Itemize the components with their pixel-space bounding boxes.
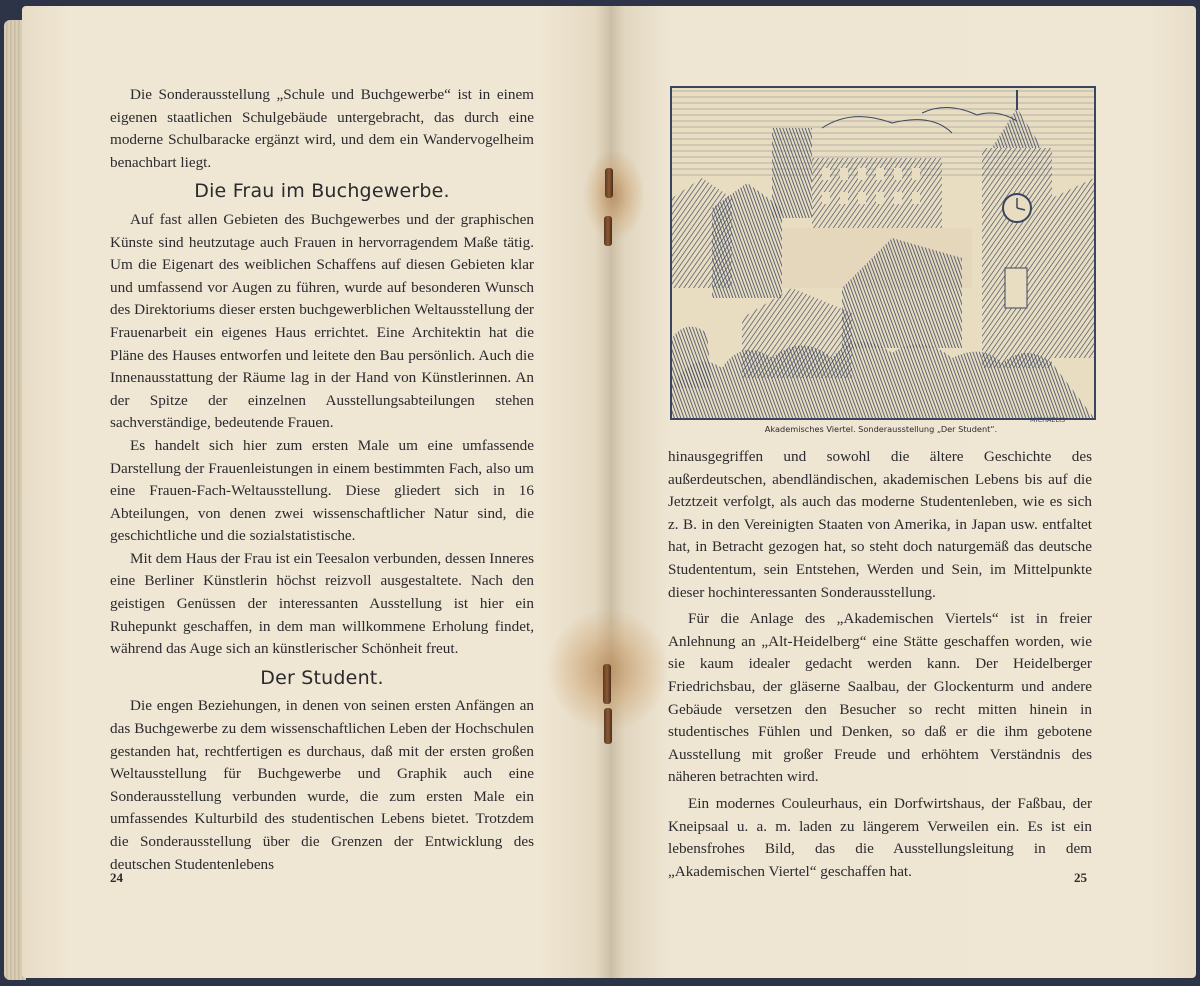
- paragraph-frau-1: Auf fast allen Gebieten des Buchgewerbes und der graphischen Künste sind heutzutage auch Frauen in hervorragendem Maße tätig. Um die Eigenart des weiblichen Schaffens auf diesen Gebieten klar und umfassend vor Augen zu führen, wurde auf besonderen Wunsch des Direktoriums dieser ersten buchgewerblichen Weltausstellung der Frauenarbeit ein eigenes Haus errichtet. Eine Architektin hat die Pläne des Hauses entworfen und leitete den Bau persönlich. Auch die Innenausstattung der Räume lag in der Hand von Künstlerinnen. An der Spitze der einzelnen Ausstellungsabteilungen stehen sachverständige, bedeutende Frauen.: [110, 210, 534, 432]
- paragraph-right-3: Ein modernes Couleurhaus, ein Dorfwirtshaus, der Faßbau, der Kneipsaal u. a. m. laden zu längerem Verweilen ein. Es ist ein lebensfrohes Bild, das die Ausstellungsleitung in dem „Akademischen Viertel“ geschaffen hat.: [668, 794, 1092, 880]
- section-heading-frau: Die Frau im Buchgewerbe.: [194, 180, 450, 203]
- illustration-caption: Akademisches Viertel. Sonderausstellung „Der Student“.: [764, 424, 998, 434]
- right-page-text: [668, 446, 1092, 883]
- illustration-akademisches-viertel: [670, 86, 1096, 420]
- page-number-right: 25: [1074, 870, 1087, 885]
- paragraph-frau-2: Es handelt sich hier zum ersten Male um eine umfassende Darstellung der Frauenleistungen in einem bestimmten Fach, also um eine Frauen-Fach-Weltausstellung. Diese gliedert sich in 16 Abteilungen, von denen zwei wissenschaftlicher Natur sind, die geschichtliche und die sozialstatistische.: [110, 436, 534, 545]
- section-heading-student: Der Student.: [260, 666, 384, 689]
- staple-bottom: [603, 664, 611, 704]
- illustration-signature: MICHAELIS: [1030, 416, 1066, 424]
- staple-top: [605, 168, 613, 198]
- left-page-text: [110, 84, 534, 876]
- page-number-left: 24: [110, 870, 123, 885]
- paragraph-right-1: hinausgegriffen und sowohl die ältere Geschichte des außerdeutschen, abendländischen, akademischen Lebens bis auf die Jetztzeit verfolgt, als auch das moderne Studentenleben, wie es sich z. B. in den Vereinigten Staaten von Amerika, in Japan usw. entfaltet hat, in Betracht gezogen hat, so steht doch naturgemäß das deutsche Studententum, sein Entstehen, Werden und Sein, im Mittelpunkte dieser hochinteressanten Sonderausstellung.: [668, 448, 1092, 601]
- rust-stain-top: [584, 150, 644, 240]
- staple-top-lower: [604, 216, 612, 246]
- etching-illustration: [672, 88, 1094, 418]
- paragraph-frau-3: Mit dem Haus der Frau ist ein Teesalon verbunden, dessen Inneres eine Berliner Künstlerin höchst reizvoll ausgestaltete. Nach den geistigen Genüssen der interessanten Ausstellung ist hier ein Ruhepunkt geschaffen, in dem man willkommene Erholung findet, während das Auge sich an künstlerischer Schönheit freut.: [110, 549, 534, 658]
- paragraph-right-2: Für die Anlage des „Akademischen Viertels“ ist in freier Anlehnung an „Alt-Heidelberg“ eine Stätte geschaffen worden, wie sie kaum idealer gedacht werden kann. Der Heidelberger Friedrichsbau, der gläserne Saalbau, der Glockenturm und andere Gebäude versetzen den Besucher so recht mitten hinein in studentisches Fühlen und Denken, so daß er die ihm gebotene Ausstellung mit großer Freude und erhöhtem Verständnis des näheren betrachten wird.: [668, 610, 1092, 786]
- staple-bottom-lower: [604, 708, 612, 744]
- paragraph-student-1: Die engen Beziehungen, in denen von seinen ersten Anfängen an das Buchgewerbe zu dem wissenschaftlichen Leben der Hochschulen gestanden hat, rechtfertigen es durchaus, daß mit der ersten großen Weltausstellung für Buchgewerbe und Graphik auch eine Sonderausstellung verbunden wurde, die zum ersten Male ein umfassendes Kulturbild des studentischen Lebens bietet. Trotzdem die Sonderausstellung über die Grenzen der Entwicklung des deutschen Studentenlebens: [110, 697, 534, 873]
- intro-paragraph: Die Sonderausstellung „Schule und Buchgewerbe“ ist in einem eigenen staatlichen Schulgebäude untergebracht, das durch eine moderne Schulbaracke ergänzt wird, und dem ein Wandervogelheim benachbart liegt.: [110, 86, 534, 171]
